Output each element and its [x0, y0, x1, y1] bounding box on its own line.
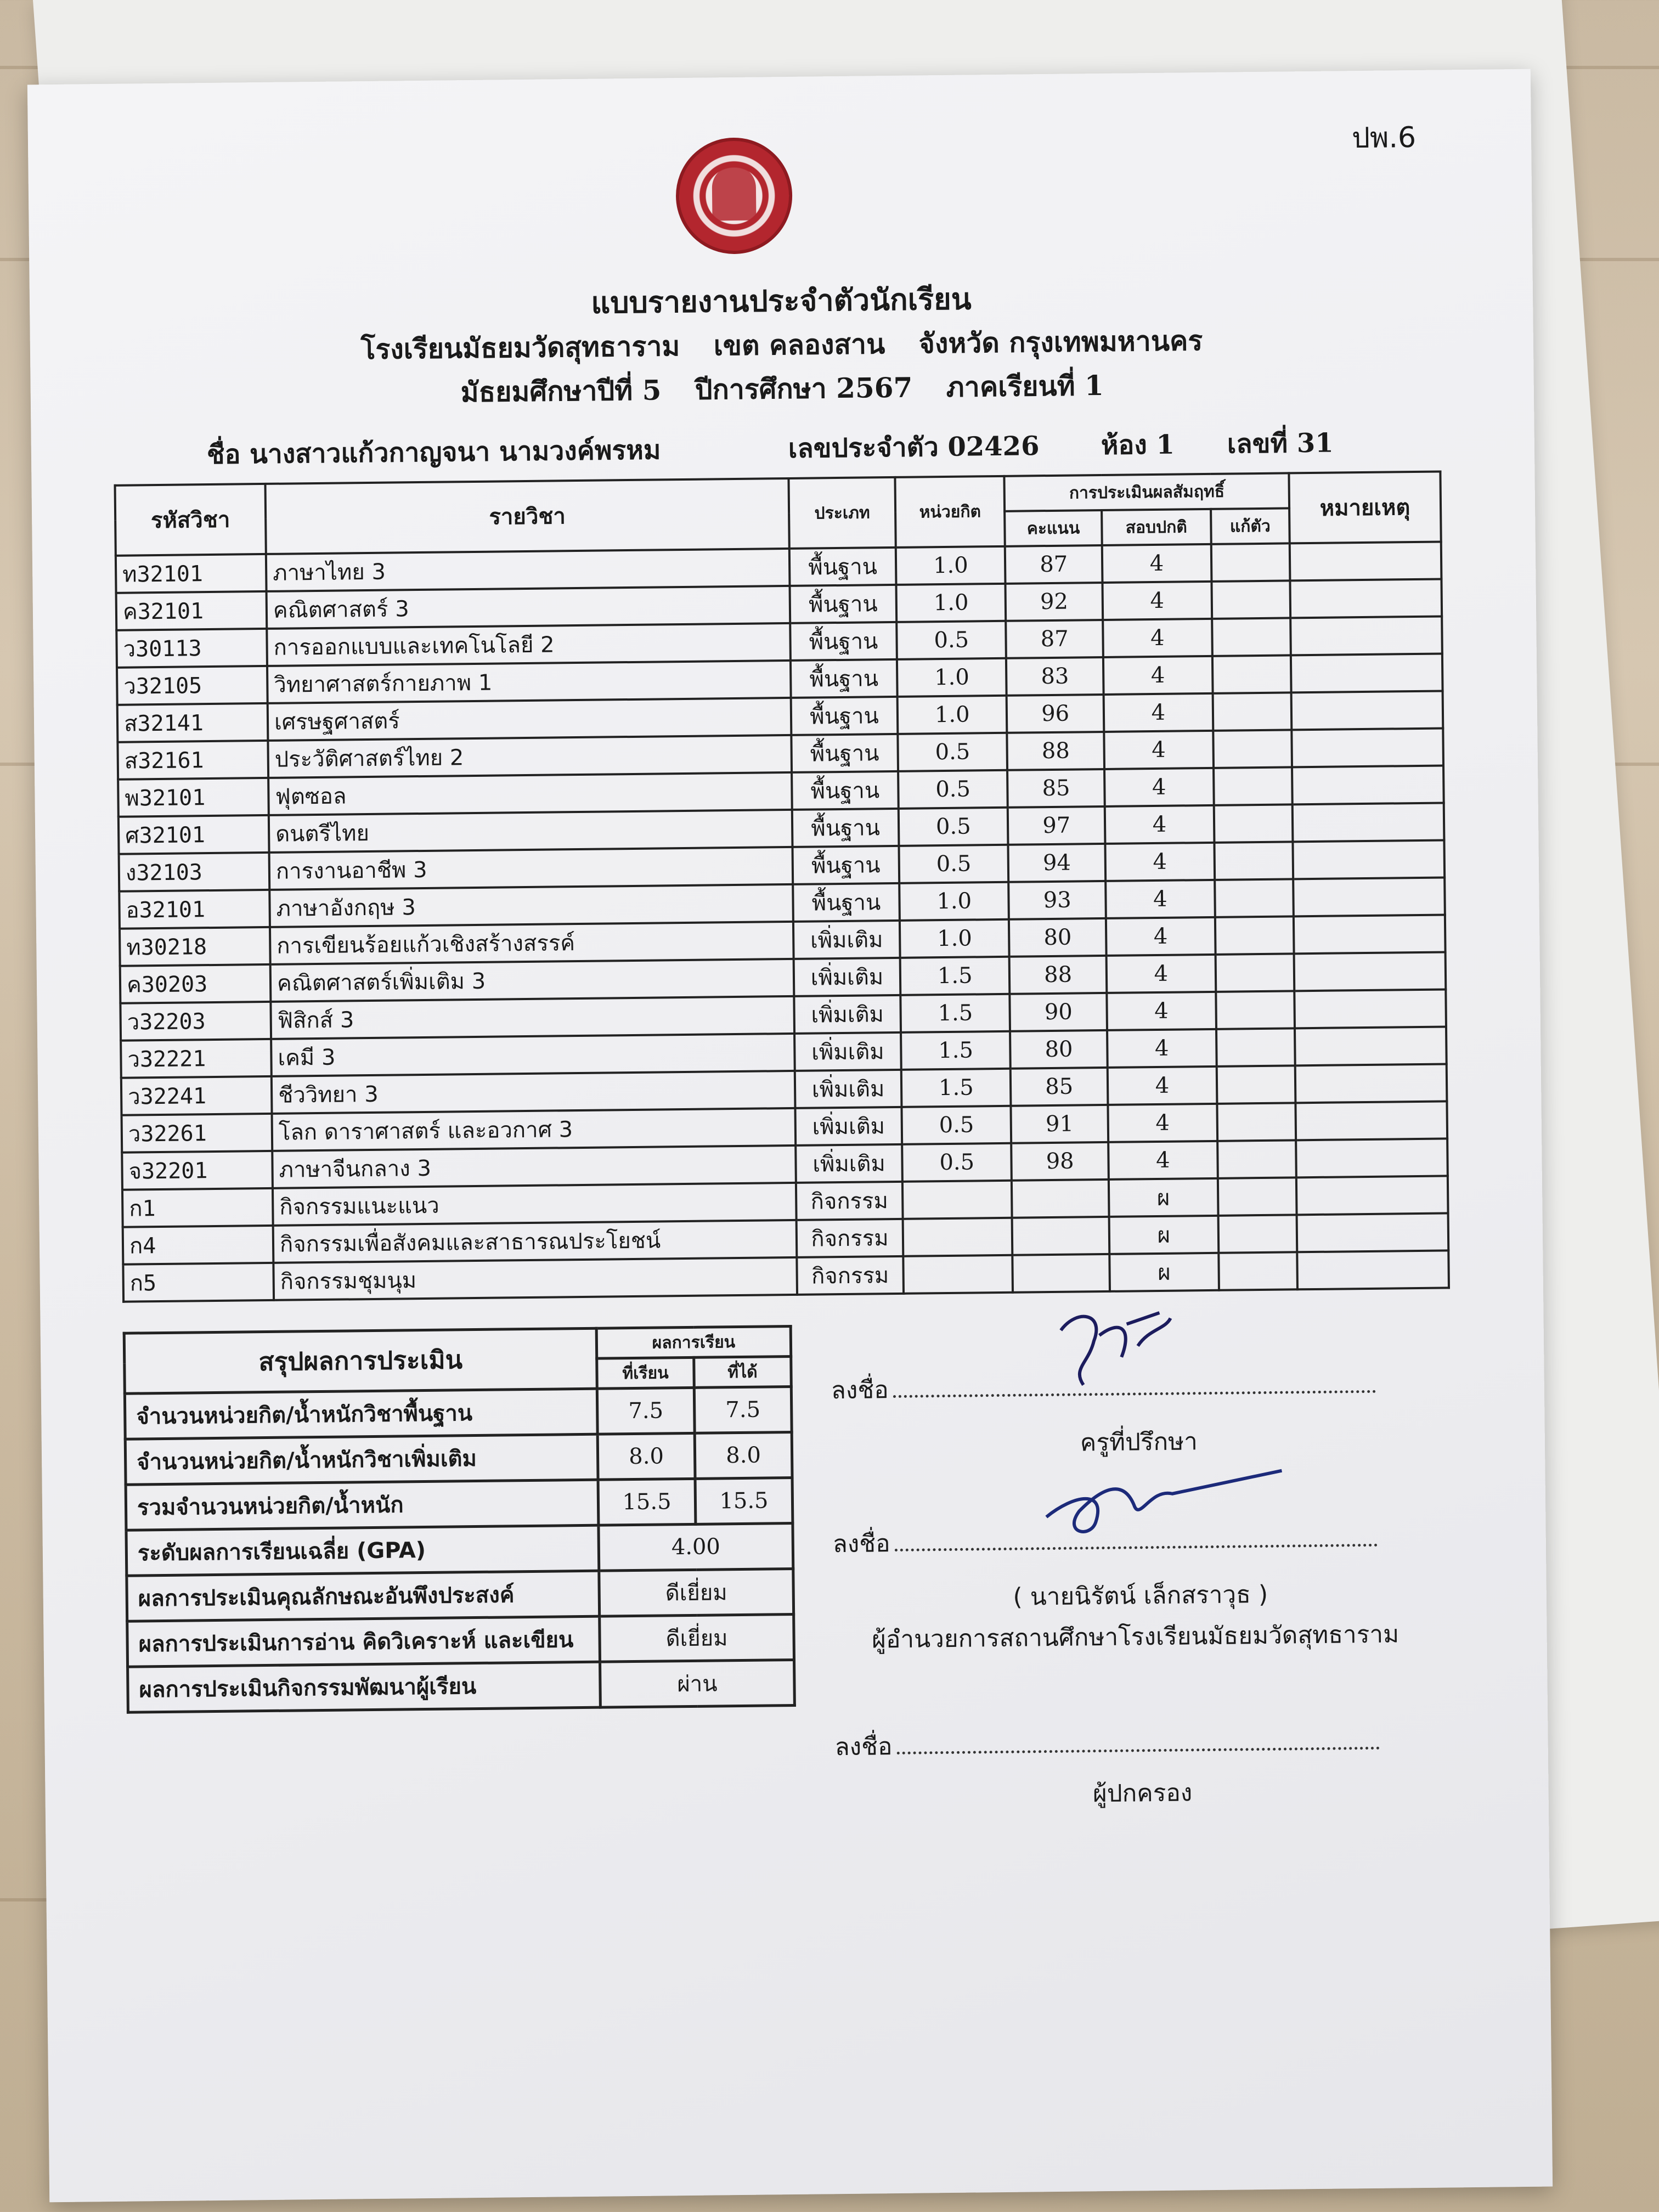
subject-remark — [1291, 728, 1443, 767]
character-value: ดีเยี่ยม — [599, 1568, 794, 1616]
summary-enrolled: 15.5 — [598, 1479, 696, 1525]
subject-code: ว32105 — [117, 666, 268, 705]
subject-name: ภาษาจีนกลาง 3 — [272, 1146, 796, 1188]
col-type: ประเภท — [788, 477, 895, 549]
subject-code: ส32161 — [117, 741, 268, 780]
summary-earned: 15.5 — [695, 1477, 793, 1524]
subject-remark — [1293, 840, 1444, 879]
subject-type: พื้นฐาน — [789, 548, 896, 586]
character-label: ผลการประเมินคุณลักษณะอันพึงประสงค์ — [127, 1571, 600, 1621]
document-title: แบบรายงานประจำตัวนักเรียน — [591, 281, 972, 320]
subject-type: เพิ่มเติม — [795, 1144, 902, 1183]
subject-name: ดนตรีไทย — [269, 810, 793, 853]
subject-grade: 4 — [1105, 805, 1215, 844]
student-number: เลขที่ 31 — [1227, 427, 1334, 460]
subject-code: ว32203 — [120, 1002, 271, 1041]
subject-type: เพิ่มเติม — [795, 1107, 902, 1146]
subject-code: พ32101 — [118, 778, 269, 817]
subject-score: 97 — [1008, 806, 1105, 845]
subject-score: 91 — [1011, 1105, 1108, 1143]
reading-value: ดีเยี่ยม — [600, 1614, 794, 1662]
form-code: ปพ.6 — [1351, 121, 1417, 155]
summary-table — [123, 1325, 796, 1714]
subject-credits: 1.5 — [901, 1031, 1011, 1070]
subject-credits: 1.5 — [900, 994, 1010, 1032]
activity-value: ผ่าน — [600, 1660, 795, 1707]
subject-retake — [1214, 767, 1293, 805]
province: จังหวัด กรุงเทพมหานคร — [918, 324, 1203, 360]
subject-retake — [1213, 730, 1292, 768]
summary-col-enrolled: ที่เรียน — [597, 1357, 695, 1389]
summary-row-label: จำนวนหน่วยกิต/น้ำหนักวิชาพื้นฐาน — [125, 1389, 597, 1439]
subject-score: 85 — [1008, 769, 1105, 808]
director-signature-icon — [1029, 1454, 1305, 1544]
subject-retake — [1217, 1065, 1296, 1103]
subject-name: กิจกรรมชุมนุม — [273, 1257, 797, 1300]
summary-title: สรุปผลการประเมิน — [124, 1328, 597, 1393]
subject-score: 87 — [1006, 620, 1103, 658]
subject-code: ศ32101 — [119, 815, 269, 854]
subject-grade: 4 — [1103, 693, 1213, 732]
subject-retake — [1215, 879, 1294, 917]
subject-name: ภาษาอังกฤษ 3 — [269, 884, 793, 927]
advisor-signature-icon — [1039, 1296, 1204, 1396]
subject-retake — [1212, 692, 1291, 730]
subject-name: กิจกรรมเพื่อสังคมและสาธารณประโยชน์ — [273, 1220, 797, 1263]
school-name: โรงเรียนมัธยมวัดสุทธาราม — [360, 330, 680, 366]
subject-name: การเขียนร้อยแก้วเชิงสร้างสรรค์ — [270, 922, 794, 964]
subject-credits: 1.0 — [900, 919, 1009, 958]
subject-score: 88 — [1009, 956, 1107, 994]
subject-score: 93 — [1009, 881, 1106, 919]
subject-type: เพิ่มเติม — [794, 1032, 901, 1071]
subject-grade: 4 — [1107, 992, 1216, 1030]
subject-score: 92 — [1006, 583, 1103, 621]
summary-row-label: รวมจำนวนหน่วยกิต/น้ำหนัก — [126, 1480, 599, 1530]
subject-retake — [1218, 1252, 1297, 1290]
subject-credits: 1.5 — [900, 957, 1010, 995]
subject-grade: 4 — [1106, 917, 1216, 956]
gpa-label: ระดับผลการเรียนเฉลี่ย (GPA) — [126, 1525, 599, 1576]
student-name: ชื่อ นางสาวแก้วกาญจนา นามวงค์พรหม — [206, 435, 661, 471]
col-assessment: การประเมินผลสัมฤทธิ์ — [1005, 473, 1289, 511]
summary-col-earned: ที่ได้ — [694, 1357, 792, 1388]
subject-name: ชีววิทยา 3 — [272, 1071, 795, 1114]
student-id: เลขประจำตัว 02426 — [788, 431, 1040, 464]
subject-credits — [902, 1181, 1012, 1219]
subject-code: ท30218 — [120, 927, 270, 966]
subject-remark — [1290, 542, 1442, 581]
report-card-sheet — [27, 69, 1553, 2202]
subject-credits: 0.5 — [899, 808, 1008, 846]
subject-grade: 4 — [1104, 768, 1214, 806]
subject-retake — [1217, 1103, 1296, 1141]
subject-remark — [1294, 915, 1446, 953]
subject-type: พื้นฐาน — [791, 697, 898, 735]
subject-type: พื้นฐาน — [792, 809, 899, 847]
subject-grade: 4 — [1106, 955, 1216, 993]
subject-credits — [903, 1255, 1013, 1294]
col-credits: หน่วยกิต — [895, 476, 1005, 548]
subject-remark — [1294, 952, 1446, 991]
subject-credits: 0.5 — [901, 1106, 1011, 1144]
subject-retake — [1214, 842, 1293, 879]
director-name: ( นายนิรัตน์ เล็กสราวุธ ) — [1013, 1580, 1268, 1611]
subject-type: กิจกรรม — [796, 1182, 903, 1220]
subject-credits — [903, 1218, 1013, 1256]
subject-remark — [1291, 654, 1443, 693]
subject-credits: 1.0 — [896, 546, 1006, 585]
subject-type: พื้นฐาน — [791, 659, 898, 698]
subject-credits: 1.0 — [896, 584, 1006, 622]
subject-remark — [1297, 1213, 1449, 1252]
semester: ภาคเรียนที่ 1 — [946, 369, 1104, 403]
subject-name: ภาษาไทย 3 — [266, 549, 790, 591]
subject-remark — [1290, 617, 1442, 656]
subject-grade: 4 — [1104, 731, 1214, 769]
subject-retake — [1214, 804, 1293, 842]
subject-remark — [1290, 579, 1442, 618]
subject-name: กิจกรรมแนะแนว — [273, 1183, 797, 1226]
subject-type: กิจกรรม — [797, 1256, 904, 1295]
subject-score — [1012, 1217, 1109, 1255]
subject-grade: 4 — [1103, 656, 1213, 695]
subject-score: 94 — [1008, 844, 1105, 882]
parent-role: ผู้ปกครอง — [1092, 1779, 1193, 1808]
subject-type: พื้นฐาน — [792, 846, 899, 884]
subject-score: 83 — [1006, 657, 1103, 696]
subject-code: อ32101 — [119, 890, 270, 929]
subject-code: ค32101 — [116, 591, 267, 630]
subject-code: ว32241 — [121, 1076, 272, 1115]
subject-grade: 4 — [1107, 1029, 1217, 1068]
subject-retake — [1216, 991, 1295, 1029]
subject-grade: 4 — [1108, 1066, 1217, 1105]
subject-type: พื้นฐาน — [792, 771, 899, 810]
subject-retake — [1215, 953, 1294, 991]
subject-score: 98 — [1012, 1142, 1109, 1181]
subject-grade: 4 — [1102, 582, 1212, 620]
director-role: ผู้อำนวยการสถานศึกษาโรงเรียนมัธยมวัดสุทธาราม — [871, 1620, 1400, 1654]
col-subject: รายวิชา — [266, 478, 789, 554]
subject-retake — [1216, 1028, 1295, 1066]
col-remarks: หมายเหตุ — [1289, 472, 1441, 544]
subject-score: 85 — [1011, 1068, 1108, 1106]
subject-remark — [1294, 989, 1446, 1028]
subject-code: ว32221 — [121, 1039, 272, 1078]
summary-earned: 8.0 — [695, 1432, 792, 1479]
subject-grade: 4 — [1103, 619, 1212, 657]
col-score: คะแนน — [1005, 510, 1102, 546]
subject-retake — [1218, 1215, 1297, 1252]
academic-year: ปีการศึกษา 2567 — [695, 371, 913, 406]
subject-remark — [1293, 803, 1444, 842]
subject-grade: ผ — [1109, 1253, 1219, 1291]
subject-grade: 4 — [1105, 880, 1215, 918]
school-seal-icon — [675, 137, 793, 255]
subject-credits: 0.5 — [898, 770, 1008, 809]
subject-score: 88 — [1007, 732, 1104, 770]
grades-table — [114, 470, 1450, 1302]
subject-remark — [1291, 691, 1443, 730]
subject-grade: 4 — [1108, 1104, 1217, 1142]
subject-retake — [1217, 1140, 1296, 1178]
subject-remark — [1295, 1026, 1447, 1065]
subject-type: พื้นฐาน — [793, 883, 900, 922]
summary-earned: 7.5 — [694, 1387, 792, 1434]
subject-score: 87 — [1005, 545, 1102, 584]
subject-type: พื้นฐาน — [790, 622, 897, 661]
district: เขต คลองสาน — [713, 328, 885, 362]
reading-label: ผลการประเมินการอ่าน คิดวิเคราะห์ และเขียน — [127, 1616, 600, 1667]
activity-label: ผลการประเมินกิจกรรมพัฒนาผู้เรียน — [128, 1662, 601, 1712]
col-normal-exam: สอบปกติ — [1102, 509, 1211, 545]
subject-retake — [1215, 916, 1294, 954]
subject-name: ประวัติศาสตร์ไทย 2 — [268, 735, 792, 778]
subject-remark — [1296, 1176, 1448, 1215]
summary-enrolled: 7.5 — [597, 1387, 695, 1434]
subject-name: คณิตศาสตร์ 3 — [267, 586, 791, 629]
subject-name: เคมี 3 — [271, 1034, 795, 1076]
subject-code: ค30203 — [120, 964, 271, 1003]
advisor-role: ครูที่ปรึกษา — [1080, 1427, 1198, 1457]
subject-score — [1012, 1180, 1109, 1218]
subject-name: วิทยาศาสตร์กายภาพ 1 — [267, 661, 791, 703]
subject-credits: 1.0 — [898, 696, 1007, 734]
subject-credits: 1.5 — [901, 1069, 1011, 1107]
subject-credits: 0.5 — [898, 733, 1007, 771]
subject-retake — [1218, 1177, 1297, 1215]
subject-score: 96 — [1007, 695, 1104, 733]
subject-grade: ผ — [1109, 1178, 1218, 1217]
subject-score: 80 — [1009, 918, 1106, 957]
subject-code: ก1 — [122, 1188, 273, 1227]
subject-code: ว30113 — [116, 629, 267, 668]
subject-grade: 4 — [1102, 544, 1212, 583]
sign-label: ลงชื่อ — [831, 1376, 889, 1405]
subject-credits: 1.0 — [897, 658, 1007, 697]
subject-type: เพิ่มเติม — [794, 958, 901, 996]
subject-retake — [1212, 655, 1291, 693]
subject-retake — [1212, 618, 1291, 656]
subject-name: เศรษฐศาสตร์ — [268, 698, 792, 741]
summary-enrolled: 8.0 — [597, 1433, 695, 1480]
subject-grade: 4 — [1105, 843, 1215, 881]
subject-code: ส32141 — [117, 703, 268, 742]
subject-type: พื้นฐาน — [790, 585, 897, 623]
subject-score: 80 — [1011, 1030, 1108, 1069]
subject-remark — [1293, 877, 1445, 916]
subject-credits: 0.5 — [902, 1143, 1012, 1182]
subject-credits: 0.5 — [896, 621, 1006, 659]
summary-row-label: จำนวนหน่วยกิต/น้ำหนักวิชาเพิ่มเติม — [125, 1434, 598, 1485]
sign-label: ลงชื่อ — [832, 1530, 890, 1559]
subject-code: จ32201 — [122, 1151, 273, 1190]
subject-credits: 1.0 — [899, 882, 1009, 921]
subject-code: ง32103 — [119, 853, 270, 891]
subject-type: เพิ่มเติม — [793, 921, 900, 959]
subject-name: การงานอาชีพ 3 — [269, 847, 793, 890]
grade-level: มัธยมศึกษาปีที่ 5 — [460, 374, 662, 409]
subject-score — [1013, 1254, 1110, 1293]
subject-remark — [1296, 1138, 1448, 1177]
subject-remark — [1295, 1064, 1447, 1103]
subject-type: กิจกรรม — [797, 1219, 904, 1257]
subject-remark — [1297, 1250, 1449, 1289]
student-info — [31, 420, 1534, 471]
subject-score: 90 — [1010, 993, 1107, 1031]
subject-type: เพิ่มเติม — [794, 995, 901, 1034]
subject-name: ฟุตซอล — [268, 772, 792, 815]
subject-code: ท32101 — [116, 554, 267, 593]
subject-remark — [1295, 1101, 1447, 1140]
summary-result-header: ผลการเรียน — [596, 1327, 791, 1359]
subject-code: ก5 — [123, 1263, 274, 1302]
subject-retake — [1211, 580, 1290, 618]
gpa-value: 4.00 — [599, 1523, 793, 1571]
subject-name: คณิตศาสตร์เพิ่มเติม 3 — [270, 959, 794, 1002]
subject-code: ก4 — [123, 1226, 274, 1265]
sign-label: ลงชื่อ — [834, 1733, 893, 1762]
student-room: ห้อง 1 — [1101, 429, 1175, 461]
col-code: รหัสวิชา — [115, 484, 266, 556]
col-retake: แก้ตัว — [1211, 508, 1290, 544]
subject-credits: 0.5 — [899, 845, 1008, 883]
parent-signature-line — [834, 1722, 1379, 1766]
subject-code: ว32261 — [122, 1114, 273, 1153]
subject-retake — [1211, 543, 1290, 581]
subject-grade: ผ — [1109, 1216, 1218, 1254]
subject-name: ฟิสิกส์ 3 — [270, 996, 794, 1039]
subject-type: เพิ่มเติม — [795, 1070, 902, 1108]
subject-name: โลก ดาราศาสตร์ และอวกาศ 3 — [272, 1108, 796, 1151]
subject-grade: 4 — [1108, 1141, 1218, 1180]
subject-name: การออกแบบและเทคโนโลยี 2 — [267, 623, 791, 666]
subject-type: พื้นฐาน — [791, 734, 898, 772]
subject-remark — [1292, 765, 1444, 804]
